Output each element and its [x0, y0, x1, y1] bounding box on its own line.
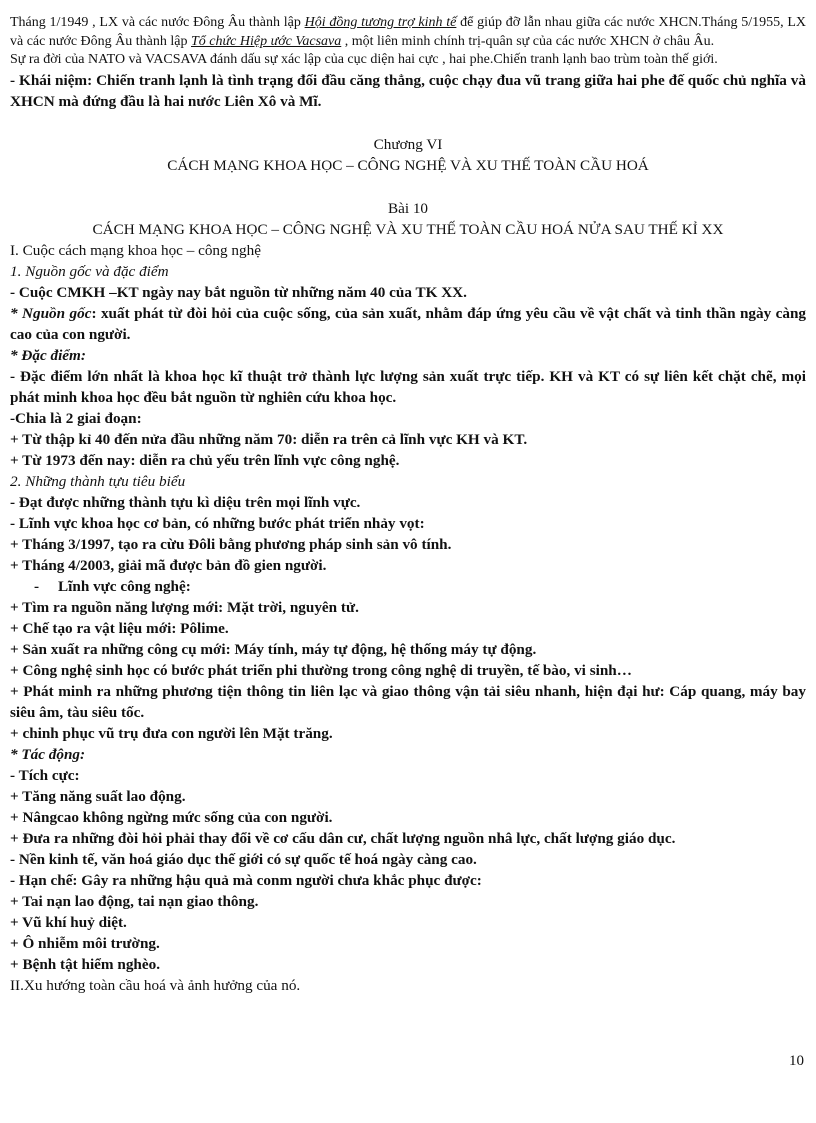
feature-label: * Đặc điểm:: [10, 346, 86, 364]
intro-text-c: , một liên minh chính trị-quân sự của các nước XHCN ở châu Âu.: [341, 33, 715, 49]
origin-text: : xuất phát từ đòi hỏi của cuộc sống, của sản xuất, nhằm đáp ứng yêu cầu về vật chất và tinh thần ngày càng cao của con người.: [10, 304, 806, 343]
impact-6: - Hạn chế: Gây ra những hậu quả mà conm người chưa khắc phục được:: [10, 871, 482, 889]
lesson-label: Bài 10: [387, 199, 429, 217]
achievement-8: + Sản xuất ra những công cụ mới: Máy tính, máy tự động, hệ thống máy tự động.: [10, 640, 537, 658]
subsection-2-heading: 2. Những thành tựu tiêu biểu: [10, 472, 186, 490]
feature-3: + Từ thập kỉ 40 đến nửa đầu những năm 70: diễn ra trên cả lĩnh vực KH và KT.: [10, 430, 528, 448]
intro-text-a: Tháng 1/1949 , LX và các nước Đông Âu thành lập: [10, 15, 305, 30]
achievement-1: - Đạt được những thành tựu kì diệu trên mọi lĩnh vực.: [10, 493, 361, 511]
intro-paragraph-2: Sự ra đời của NATO và VACSAVA đánh dấu sự xác lập của cục diện hai cực , hai phe.Chiến tranh lạnh bao trùm toàn thế giới.: [10, 52, 718, 67]
lesson-title: CÁCH MẠNG KHOA HỌC – CÔNG NGHỆ VÀ XU THẾ TOÀN CẦU HOÁ NỬA SAU THẾ KỈ XX: [92, 220, 724, 238]
impact-5: - Nền kinh tế, văn hoá giáo dục thế giới có sự quốc tế hoá ngày càng cao.: [10, 850, 477, 868]
page-number: 10: [789, 1053, 804, 1069]
feature-1: - Đặc điểm lớn nhất là khoa học kĩ thuật trở thành lực lượng sản xuất trực tiếp. KH và KT có sự liên kết chặt chẽ, mọi phát minh khoa học đều bắt nguồn từ nghiên cứu khoa học.: [10, 367, 806, 406]
impact-label: * Tác động:: [10, 745, 86, 763]
achievement-6: + Tìm ra nguồn năng lượng mới: Mặt trời, nguyên tử.: [10, 598, 359, 616]
intro-paragraph-1: [10, 14, 806, 51]
impact-8: + Vũ khí huỷ diệt.: [10, 913, 127, 931]
achievement-4: + Tháng 4/2003, giải mã được bản đồ gien người.: [10, 556, 327, 574]
impact-3: + Nângcao không ngừng mức sống của con người.: [10, 808, 333, 826]
impact-7: + Tai nạn lao động, tai nạn giao thông.: [10, 892, 259, 910]
achievement-5-dash: -: [34, 577, 40, 595]
achievement-3: + Tháng 3/1997, tạo ra cừu Đôli bằng phương pháp sinh sản vô tính.: [10, 535, 452, 553]
origin-line: - Cuộc CMKH –KT ngày nay bắt nguồn từ những năm 40 của TK XX.: [10, 283, 467, 301]
chapter-title: CÁCH MẠNG KHOA HỌC – CÔNG NGHỆ VÀ XU THẾ TOÀN CẦU HOÁ: [167, 156, 649, 174]
impact-9: + Ô nhiễm môi trường.: [10, 934, 160, 952]
feature-2: -Chia là 2 giai đoạn:: [10, 409, 142, 427]
intro-text-b: để giúp đỡ lẫn nhau giữa các nước XHCN.Tháng 5/1955, LX và các nước Đông Âu thành lập: [10, 15, 806, 49]
feature-4: + Từ 1973 đến nay: diễn ra chủ yếu trên lĩnh vực công nghệ.: [10, 451, 400, 469]
link-to-chuc-hiep-uoc-vacsava: Tổ chức Hiệp ước Vacsava: [191, 33, 342, 49]
achievement-11: + chinh phục vũ trụ đưa con người lên Mặt trăng.: [10, 724, 333, 742]
section-2-heading: II.Xu hướng toàn cầu hoá và ảnh hưởng của nó.: [10, 976, 301, 994]
achievement-7: + Chế tạo ra vật liệu mới: Pôlime.: [10, 619, 229, 637]
achievement-10: + Phát minh ra những phương tiện thông tin liên lạc và giao thông vận tải siêu nhanh, hiện đại hư: Cáp quang, máy bay siêu âm, tàu siêu tốc.: [10, 682, 806, 721]
subsection-1-heading: 1. Nguồn gốc và đặc điểm: [10, 262, 169, 280]
impact-4: + Đưa ra những đòi hỏi phải thay đổi về cơ cấu dân cư, chất lượng nguồn nhâ lực, chất lượng giáo dục.: [10, 829, 676, 847]
document-page: [10, 14, 806, 996]
impact-1: - Tích cực:: [10, 766, 80, 784]
section-1-heading: I. Cuộc cách mạng khoa học – công nghệ: [10, 241, 261, 259]
achievement-5-text: Lĩnh vực công nghệ:: [58, 577, 191, 595]
achievement-9: + Công nghệ sinh học có bước phát triển phi thường trong công nghệ di truyền, tế bào, vi sinh…: [10, 661, 632, 679]
impact-2: + Tăng năng suất lao động.: [10, 787, 186, 805]
cold-war-definition: - Khái niệm: Chiến tranh lạnh là tình trạng đối đầu căng thẳng, cuộc chạy đua vũ trang giữa hai phe đế quốc chủ nghĩa và XHCN mà đứng đầu là hai nước Liên Xô và Mĩ.: [10, 71, 806, 110]
link-hoi-dong-tuong-tro-kinh-te: Hội đồng tương trợ kinh tế: [304, 15, 457, 30]
achievement-5: [10, 576, 806, 597]
impact-10: + Bệnh tật hiểm nghèo.: [10, 955, 160, 973]
origin-paragraph: [10, 303, 806, 345]
chapter-label: Chương VI: [373, 135, 443, 153]
origin-label: * Nguồn gốc: [10, 304, 92, 322]
achievement-2: - Lĩnh vực khoa học cơ bản, có những bước phát triển nhảy vọt:: [10, 514, 425, 532]
